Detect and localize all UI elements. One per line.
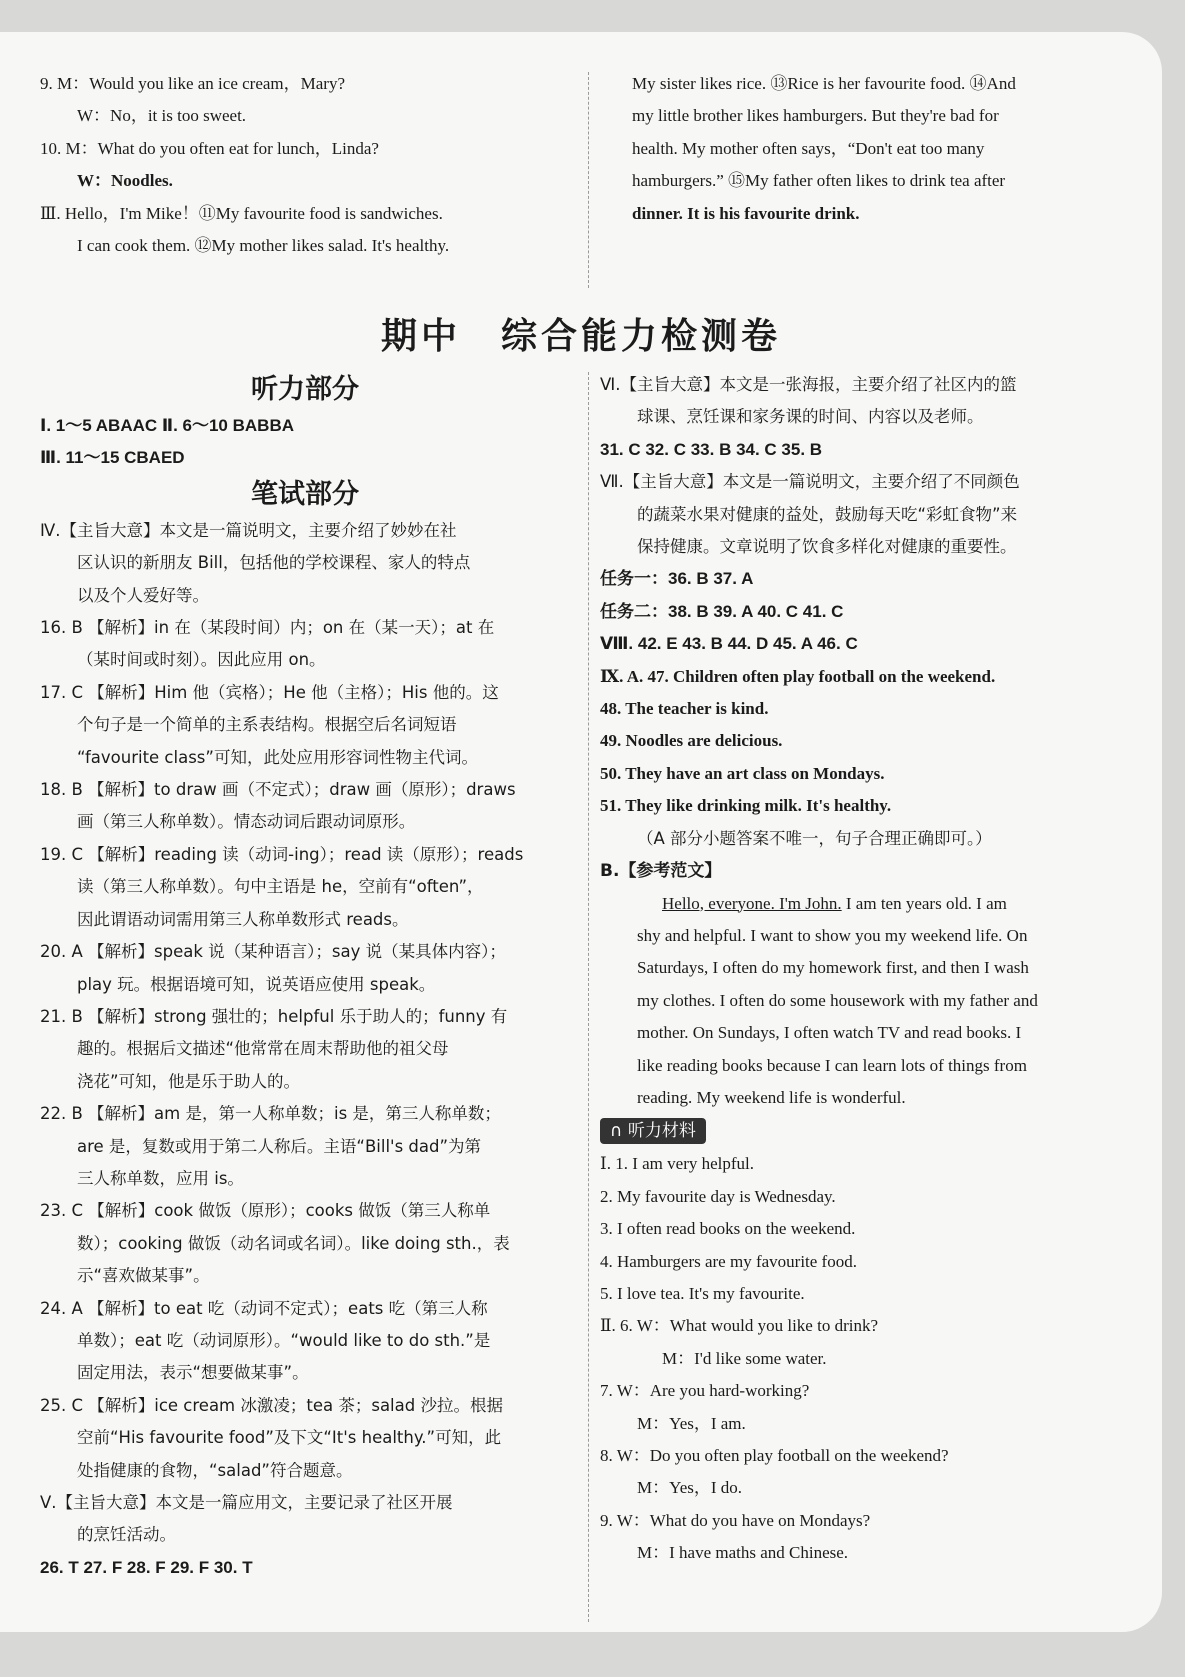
text-line: （某时间或时刻）。因此应用 on。 bbox=[77, 650, 326, 670]
text-line: 三人称单数，应用 is。 bbox=[77, 1168, 244, 1188]
text-line: 个句子是一个简单的主系表结构。根据空后名词短语 bbox=[77, 715, 457, 735]
text-line: 空前“His favourite food”及下文“It's healthy.”可知，此 bbox=[77, 1428, 502, 1448]
text-line: 因此谓语动词需用第三人称单数形式 reads。 bbox=[77, 909, 409, 929]
text-line: M：Yes，I do. bbox=[637, 1478, 743, 1498]
top-divider bbox=[588, 72, 589, 288]
text-line: 22. B 【解析】am 是，第一人称单数；is 是，第三人称单数； bbox=[40, 1104, 501, 1124]
text-line: 20. A 【解析】speak 说（某种语言）；say 说（某具体内容）； bbox=[40, 942, 506, 962]
text-line: 23. C 【解析】cook 做饭（原形）；cooks 做饭（第三人称单 bbox=[40, 1201, 491, 1221]
text-line: Ⅶ.【主旨大意】本文是一篇说明文，主要介绍了不同颜色 bbox=[600, 472, 1020, 492]
text-line: 50. They have an art class on Mondays. bbox=[600, 763, 885, 783]
text-line: hamburgers.” ⑮My father often likes to drink tea after bbox=[632, 171, 1006, 191]
text-line: 画（第三人称单数）。情态动词后跟动词原形。 bbox=[77, 812, 416, 832]
text-line: Ⅲ. 11～15 CBAED bbox=[40, 448, 185, 468]
text-line: 浇花”可知，他是乐于助人的。 bbox=[77, 1071, 301, 1091]
text-line: like reading books because I can learn lots of things from bbox=[637, 1055, 1027, 1075]
text-line: shy and helpful. I want to show you my weekend life. On bbox=[637, 925, 1028, 945]
text-line: 趣的。根据后文描述“他常常在周末帮助他的祖父母 bbox=[77, 1039, 449, 1059]
text-line: 读（第三人称单数）。句中主语是 he，空前有“often”， bbox=[77, 877, 484, 897]
text-line: 16. B 【解析】in 在（某段时间）内；on 在（某一天）；at 在 bbox=[40, 618, 495, 638]
text-line: 处指健康的食物，“salad”符合题意。 bbox=[77, 1460, 353, 1480]
text-line: My sister likes rice. ⑬Rice is her favourite food. ⑭And bbox=[632, 74, 1016, 93]
text-line: 18. B 【解析】to draw 画（不定式）；draw 画（原形）；draws bbox=[40, 780, 516, 800]
text-line: B.【参考范文】 bbox=[600, 861, 722, 882]
top-left-column bbox=[40, 68, 570, 262]
text-line: 10. M：What do you often eat for lunch，Linda? bbox=[40, 138, 379, 158]
text-line: 的蔬菜水果对健康的益处，鼓励每天吃“彩虹食物”来 bbox=[637, 504, 1018, 524]
text-line: Ⅷ. 42. E 43. B 44. D 45. A 46. C bbox=[600, 634, 858, 654]
text-line: Ⅳ.【主旨大意】本文是一篇说明文，主要介绍了妙妙在社 bbox=[40, 520, 457, 540]
text-line: Ⅲ. Hello，I'm Mike！⑪My favourite food is sandwiches. bbox=[40, 203, 443, 223]
text-line: 以及个人爱好等。 bbox=[77, 585, 209, 605]
text-line: are 是，复数或用于第二人称后。主语“Bill's dad”为第 bbox=[77, 1136, 482, 1156]
left-column bbox=[40, 370, 570, 1584]
text-line: 球课、烹饪课和家务课的时间、内容以及老师。 bbox=[637, 407, 984, 427]
writing-title: 笔试部分 bbox=[251, 478, 359, 510]
text-line: Saturdays, I often do my homework first, and then I wash bbox=[637, 958, 1029, 978]
text-line: Ⅰ. 1～5 ABAAC Ⅱ. 6～10 BABBA bbox=[40, 416, 294, 435]
text-line: dinner. It is his favourite drink. bbox=[632, 203, 860, 223]
text-line: health. My mother often says，“Don't eat too many bbox=[632, 138, 985, 158]
text-line: 49. Noodles are delicious. bbox=[600, 731, 783, 751]
text-line bbox=[600, 888, 1130, 920]
listening-title: 听力部分 bbox=[251, 374, 359, 405]
text-line: 21. B 【解析】strong 强壮的；helpful 乐于助人的；funny 有 bbox=[40, 1006, 508, 1026]
text-line: W：Noodles. bbox=[77, 171, 173, 191]
section-title: 期中 综合能力检测卷 bbox=[380, 316, 781, 357]
headphones-icon: ∩ bbox=[610, 1121, 628, 1142]
text-line: my little brother likes hamburgers. But they're bad for bbox=[632, 106, 999, 126]
text-line: Ⅰ. 1. I am very helpful. bbox=[600, 1154, 755, 1174]
text-line: 9. M：Would you like an ice cream，Mary? bbox=[40, 74, 346, 93]
text-line: 任务一：36. B 37. A bbox=[600, 569, 754, 589]
text-line: 示“喜欢做某事”。 bbox=[77, 1266, 210, 1286]
text-line: 3. I often read books on the weekend. bbox=[600, 1219, 856, 1239]
text-line: 5. I love tea. It's my favourite. bbox=[600, 1283, 805, 1303]
text-line: “favourite class”可知，此处应用形容词性物主代词。 bbox=[77, 747, 478, 767]
text-line: 25. C 【解析】ice cream 冰激凌；tea 茶；salad 沙拉。根据 bbox=[40, 1395, 503, 1415]
text-line: reading. My weekend life is wonderful. bbox=[637, 1087, 906, 1107]
text-line: 单数）；eat 吃（动词原形）。“would like to do sth.”是 bbox=[77, 1330, 491, 1350]
text-line: 26. T 27. F 28. F 29. F 30. T bbox=[40, 1557, 253, 1577]
text-line: 4. Hamburgers are my favourite food. bbox=[600, 1251, 857, 1271]
text-line: 2. My favourite day is Wednesday. bbox=[600, 1186, 836, 1206]
text-line: 31. C 32. C 33. B 34. C 35. B bbox=[600, 439, 823, 459]
text-line: my clothes. I often do some housework with my father and bbox=[637, 990, 1038, 1010]
text-line: play 玩。根据语境可知，说英语应使用 speak。 bbox=[77, 974, 436, 994]
text-line: Ⅴ.【主旨大意】本文是一篇应用文，主要记录了社区开展 bbox=[40, 1493, 453, 1512]
text-line: Ⅵ.【主旨大意】本文是一张海报，主要介绍了社区内的篮 bbox=[600, 375, 1017, 394]
text-line: 区认识的新朋友 Bill，包括他的学校课程、家人的特点 bbox=[77, 553, 471, 573]
text-line: M：Yes，I am. bbox=[637, 1413, 746, 1433]
text-line: M：I'd like some water. bbox=[662, 1348, 827, 1368]
text-line: I can cook them. ⑫My mother likes salad. It's healthy. bbox=[77, 236, 450, 256]
text-line: 固定用法，表示“想要做某事”。 bbox=[77, 1363, 309, 1383]
listening-material-badge: ∩ 听力材料 bbox=[600, 1118, 706, 1144]
listening-material-header bbox=[600, 1114, 1130, 1148]
top-right-column bbox=[632, 68, 1130, 230]
text-line: W：No，it is too sweet. bbox=[77, 106, 247, 126]
text-line: （A 部分小题答案不唯一，句子合理正确即可。） bbox=[637, 828, 992, 848]
text-line: 7. W：Are you hard-working? bbox=[600, 1381, 810, 1401]
text-line: mother. On Sundays, I often watch TV and read books. I bbox=[637, 1023, 1022, 1043]
text-line: 48. The teacher is kind. bbox=[600, 699, 769, 719]
answer-page bbox=[0, 32, 1162, 1632]
text-line: 数）；cooking 做饭（动名词或名词）。like doing sth.，表 bbox=[77, 1233, 510, 1253]
text-line: 保持健康。文章说明了饮食多样化对健康的重要性。 bbox=[637, 537, 1017, 557]
right-column bbox=[600, 369, 1130, 1570]
text-line: 的烹饪活动。 bbox=[77, 1525, 176, 1545]
text-line: 17. C 【解析】Him 他（宾格）；He 他（主格）；His 他的。这 bbox=[40, 682, 499, 702]
main-divider bbox=[588, 372, 589, 1622]
text-line: Ⅱ. 6. W：What would you like to drink? bbox=[600, 1316, 879, 1336]
text-line: M：I have maths and Chinese. bbox=[637, 1543, 849, 1563]
text-line: 19. C 【解析】reading 读（动词-ing）；read 读（原形）；reads bbox=[40, 844, 524, 864]
text-line: 任务二：38. B 39. A 40. C 41. C bbox=[600, 601, 844, 621]
text-line: 51. They like drinking milk. It's healthy. bbox=[600, 796, 892, 816]
essay-continuation: I am ten years old. I am bbox=[845, 893, 1007, 913]
text-line: Ⅸ. A. 47. Children often play football on the weekend. bbox=[600, 666, 996, 686]
text-line: 8. W：Do you often play football on the weekend? bbox=[600, 1446, 949, 1465]
text-line: 9. W：What do you have on Mondays? bbox=[600, 1510, 871, 1530]
essay-opening: Hello, everyone. I'm John. bbox=[662, 893, 842, 913]
text-line: 24. A 【解析】to eat 吃（动词不定式）；eats 吃（第三人称 bbox=[40, 1298, 488, 1318]
